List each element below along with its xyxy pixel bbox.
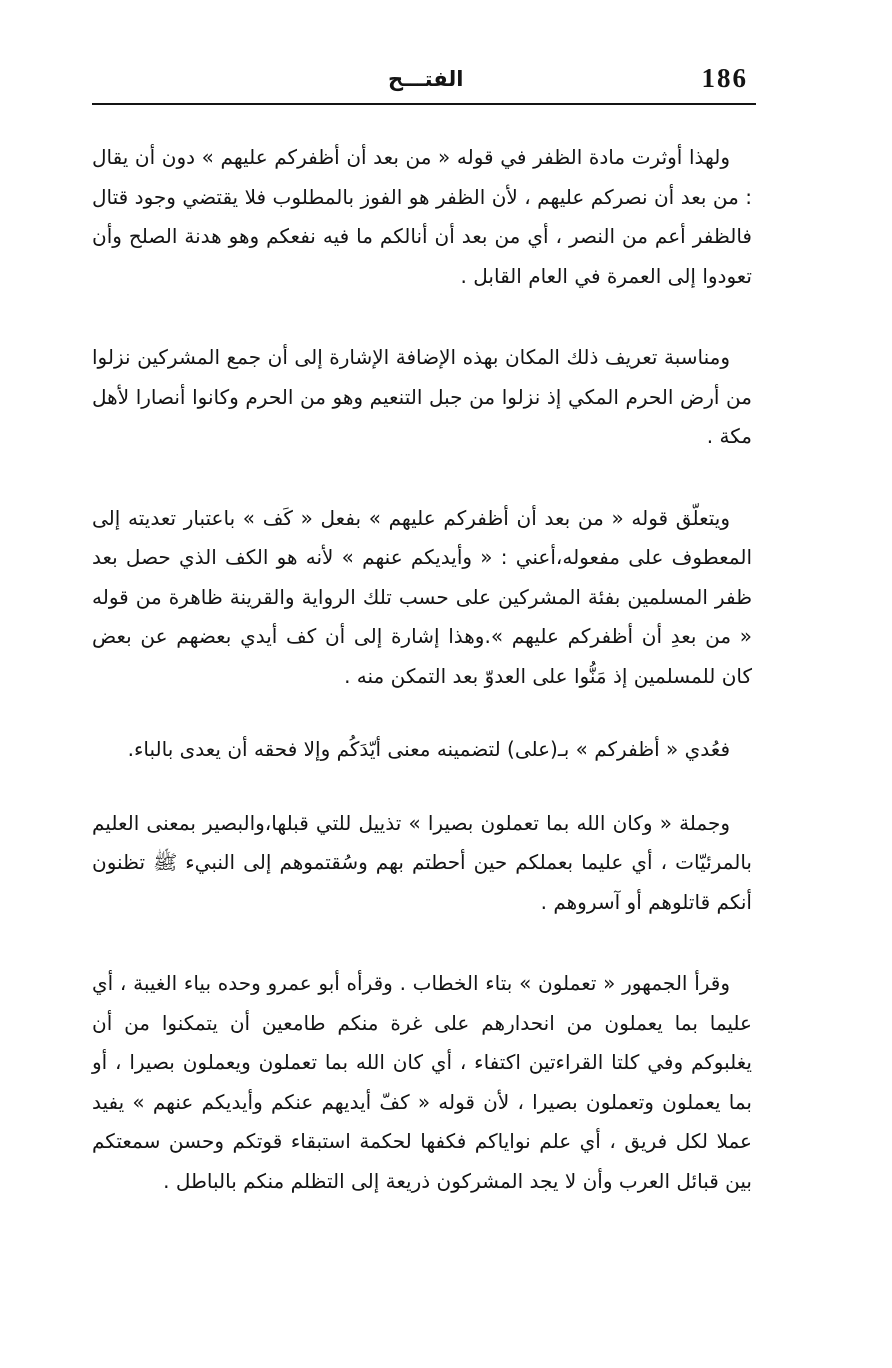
- paragraph-1: ولهذا أوثرت مادة الظفر في قوله « من بعد أن أظفركم عليهم » دون أن يقال : من بعد أن نصركم عليهم ، لأن الظفر هو الفوز بالمطلوب فلا يقتضي وجود قتال فالظفر أعم من النصر ، أي من بعد أن أنالكم ما فيه نفعكم وهو هدنة الصلح وأن تعودوا إلى العمرة في العام القابل .: [92, 145, 752, 288]
- paragraph-4: فعُدي « أظفركم » بـ(على) لتضمينه معنى أيّدَكُم وإلا فحقه أن يعدى بالباء.: [127, 737, 730, 761]
- header-divider: [92, 103, 756, 105]
- body-text: [92, 138, 752, 1201]
- running-title: الفتـــح: [388, 67, 464, 91]
- paragraph-2: ومناسبة تعريف ذلك المكان بهذه الإضافة الإشارة إلى أن جمع المشركين نزلوا من أرض الحرم المكي إذ نزلوا من جبل التنعيم وهو من الحرم وكانوا أنصارا لأهل مكة .: [92, 345, 752, 448]
- paragraph-3: ويتعلّق قوله « من بعد أن أظفركم عليهم » بفعل « كَف » باعتبار تعديته إلى المعطوف على مفعوله،أعني : « وأيديكم عنهم » لأنه هو الكف الذي حصل بعد ظفر المسلمين بفئة المشركين على حسب تلك الرواية والقرينة ظاهرة من قوله « من بعدِ أن أظفركم عليهم ».وهذا إشارة إلى أن كف أيدي بعضهم عن بعض كان للمسلمين إذ مَنُّوا على العدوّ بعد التمكن منه .: [92, 505, 752, 688]
- page-number: 186: [701, 63, 748, 93]
- paragraph-6: وقرأ الجمهور « تعملون » بتاء الخطاب . وقرأه أبو عمرو وحده بياء الغيبة ، أي عليما بما يعملون من انحدارهم على غرة منكم طامعين أن يتمكنوا من أن يغلبوكم وفي كلتا القراءتين اكتفاء ، أي كان الله بما تعملون ويعملون بصيرا ، أو بما يعملون وتعملون بصيرا ، لأن قوله « كفّ أيديهم عنكم وأيديكم عنهم » يفيد عملا لكل فريق ، أي علم نواياكم فكفها لحكمة استبقاء قوتكم وحسن سمعتكم بين قبائل العرب وأن لا يجد المشركون ذريعة إلى التظلم منكم بالباطل .: [92, 971, 752, 1193]
- page-header: [92, 56, 756, 104]
- paragraph-5: وجملة « وكان الله بما تعملون بصيرا » تذييل للتي قبلها،والبصير بمعنى العليم بالمرئيّات ، أي عليما بعملكم حين أحطتم بهم وسُقتموهم إلى النبيء ﷺ تظنون أنكم قاتلوهم أو آسروهم .: [92, 810, 752, 914]
